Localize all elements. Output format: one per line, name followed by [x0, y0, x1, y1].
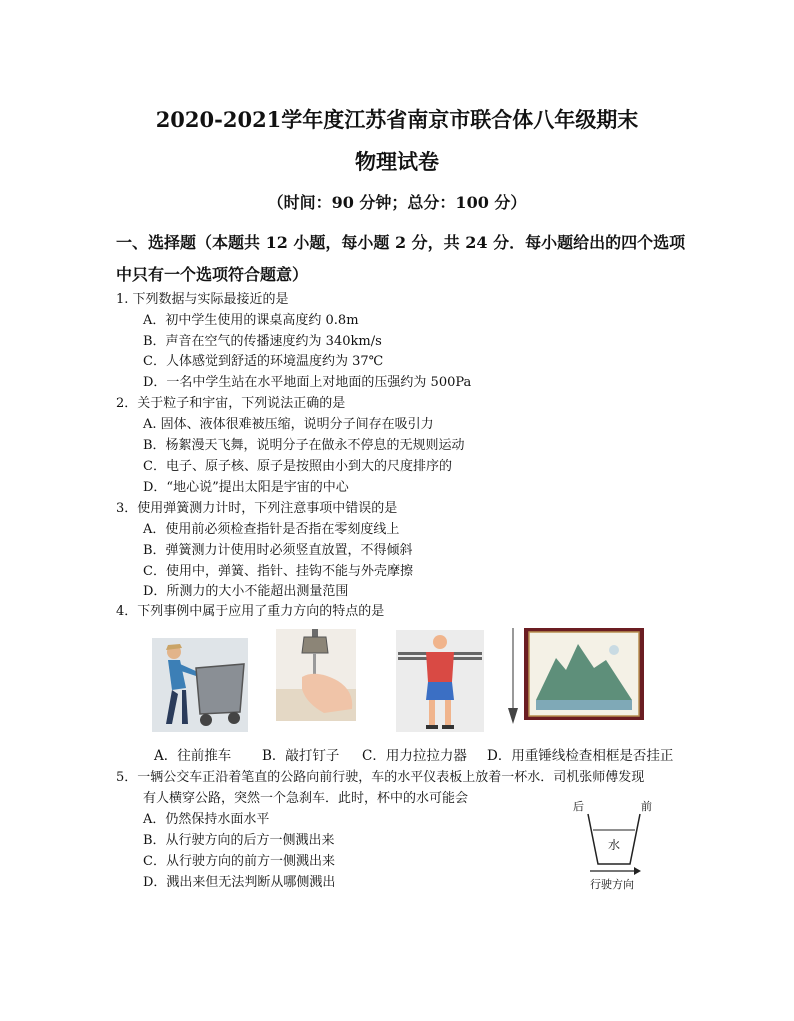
- q4-caption-c: C．用力拉拉力器: [362, 748, 467, 764]
- cup-back-label: 后: [573, 800, 584, 813]
- hammer-nail-image: [276, 629, 356, 721]
- q5-stem-line2: 有人横穿公路，突然一个急刹车．此时，杯中的水可能会: [143, 791, 469, 806]
- q5-stem-line1: 5．一辆公交车正沿着笔直的公路向前行驶，车的水平仪表板上放着一杯水．司机张师傅发现: [116, 770, 645, 785]
- q4-caption-a: A．往前推车: [154, 748, 232, 764]
- q2-stem: 2．关于粒子和宇宙，下列说法正确的是: [116, 396, 346, 411]
- q2-option-c: C．电子、原子核、原子是按照由小到大的尺度排序的: [143, 459, 452, 474]
- q4-caption-b: B．敲打钉子: [262, 748, 340, 764]
- push-cart-image: [152, 638, 248, 732]
- section-heading-line2: 中只有一个选项符合题意）: [116, 265, 309, 284]
- q1-option-b: B．声音在空气的传播速度约为 340km/s: [143, 334, 382, 349]
- q1-option-c: C．人体感觉到舒适的环境温度约为 37℃: [143, 354, 384, 369]
- q3-stem: 3．使用弹簧测力计时，下列注意事项中错误的是: [116, 501, 398, 516]
- exam-title: 2020-2021学年度江苏省南京市联合体八年级期末: [155, 107, 639, 132]
- q3-option-d: D．所测力的大小不能超出测量范围: [143, 584, 349, 599]
- exam-subject: 物理试卷: [355, 149, 439, 174]
- chest-expander-image: [396, 630, 484, 732]
- q5-option-c: C．从行驶方向的前方一侧溅出来: [143, 854, 335, 869]
- cup-water-label: 水: [608, 838, 621, 852]
- q3-option-b: B．弹簧测力计使用时必须竖直放置，不得倾斜: [143, 543, 413, 558]
- q1-option-d: D．一名中学生站在水平地面上对地面的压强约为 500Pa: [143, 375, 472, 390]
- direction-label: 行驶方向: [590, 878, 634, 891]
- q3-option-a: A．使用前必须检查指针是否指在零刻度线上: [143, 522, 400, 537]
- q1-option-a: A．初中学生使用的课桌高度约 0.8m: [143, 313, 359, 328]
- direction-arrow-icon: [588, 866, 642, 876]
- q2-option-b: B．杨絮漫天飞舞，说明分子在做永不停息的无规则运动: [143, 438, 465, 453]
- plumb-line-frame-image: [504, 628, 646, 732]
- q2-option-d: D．“地心说”提出太阳是宇宙的中心: [143, 480, 349, 495]
- exam-info: （时间：90 分钟；总分：100 分）: [267, 193, 527, 212]
- q4-caption-d: D．用重锤线检查相框是否挂正: [487, 748, 674, 764]
- q5-option-d: D．溅出来但无法判断从哪侧溅出: [143, 875, 336, 890]
- q5-option-a: A．仍然保持水面水平: [143, 812, 270, 827]
- q4-stem: 4．下列事例中属于应用了重力方向的特点的是: [116, 604, 385, 619]
- q5-option-b: B．从行驶方向的后方一侧溅出来: [143, 833, 335, 848]
- q1-stem: 1. 下列数据与实际最接近的是: [116, 292, 289, 307]
- q3-option-c: C．使用中，弹簧、指针、挂钩不能与外壳摩擦: [143, 564, 413, 579]
- section-heading-line1: 一、选择题（本题共 12 小题，每小题 2 分，共 24 分．每小题给出的四个选项: [116, 233, 686, 252]
- q2-option-a: A. 固体、液体很难被压缩，说明分子间存在吸引力: [143, 417, 434, 432]
- cup-front-label: 前: [641, 800, 652, 813]
